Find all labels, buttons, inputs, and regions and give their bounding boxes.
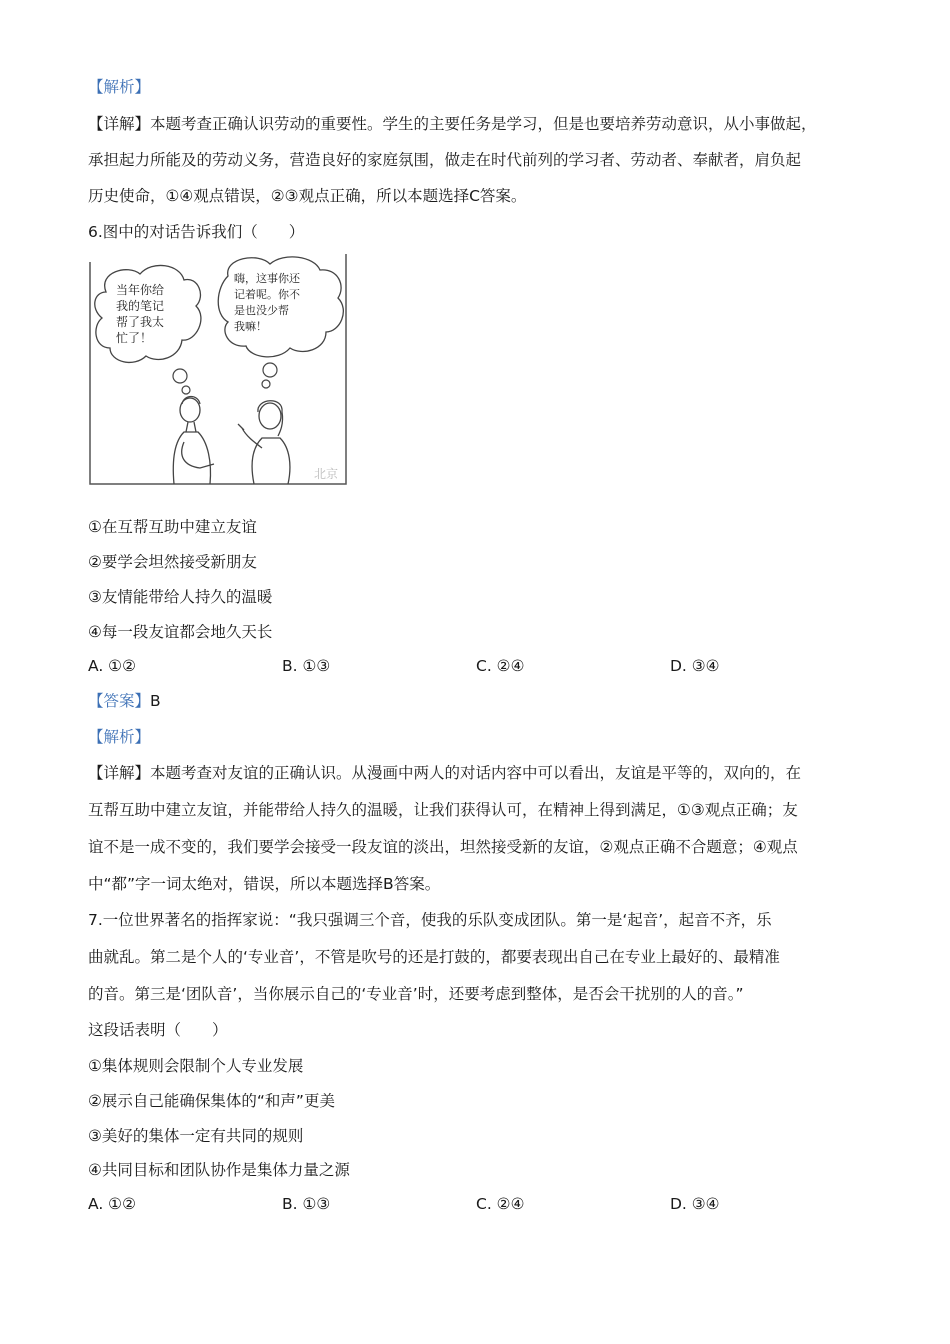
q7-stem-line-4: 这段话表明（ ） [88,1021,228,1039]
right-bubble-line-2: 记着呢。你不 [234,288,300,301]
q6-option-d: D. ③④ [670,657,720,675]
q6-detail-tag: 【详解】 [88,764,151,782]
cartoon-watermark: 北京 [314,467,339,481]
q6-answer-tag: 【答案】 [88,692,151,710]
q5-detail-line-2: 承担起力所能及的劳动义务，营造良好的家庭氛围，做走在时代前列的学习者、劳动者、奉献者，肩负起 [88,151,802,169]
q7-option-c: C. ②④ [476,1195,525,1213]
q7-option-a: A. ①② [88,1195,136,1213]
left-bubble-line-3: 帮了我太 [116,315,165,329]
q7-statement-4: ④共同目标和团队协作是集体力量之源 [88,1161,350,1179]
q5-analysis-tag: 【解析】 [88,78,151,96]
q6-answer-value: B [150,692,161,710]
q6-detail-line-3: 谊不是一成不变的，我们要学会接受一段友谊的淡出，坦然接受新的友谊，②观点正确不合题意；④观点 [88,838,798,856]
q7-statement-2: ②展示自己能确保集体的“和声”更美 [88,1092,335,1110]
q6-statement-2: ②要学会坦然接受新朋友 [88,553,257,571]
right-figure [238,401,290,484]
left-bubble-line-4: 忙了！ [116,331,153,345]
q7-stem-line-2: 曲就乱。第二是个人的‘专业音’，不管是吹号的还是打鼓的，都要表现出自己在专业上最好的、最精准 [88,948,780,966]
q7-stem-line-1: 7.一位世界著名的指挥家说：“我只强调三个音，使我的乐队变成团队。第一是‘起音’，起音不齐，乐 [88,911,772,929]
q6-cartoon-image [88,252,350,486]
left-bubble-line-2: 我的笔记 [116,299,165,313]
left-bubble-line-1: 当年你给 [116,283,165,297]
right-bubble-line-1: 嗨，这事你还 [234,272,300,285]
q6-detail-line-1: 【详解】本题考查对友谊的正确认识。从漫画中两人的对话内容中可以看出，友谊是平等的，双向的，在 [88,764,802,782]
q6-analysis-tag: 【解析】 [88,728,151,746]
q7-statement-1: ①集体规则会限制个人专业发展 [88,1057,304,1075]
q7-option-b: B. ①③ [282,1195,331,1213]
left-thought-bubble [95,265,201,362]
q6-stem: 6.图中的对话告诉我们（ ） [88,223,305,241]
left-figure [173,397,214,485]
q7-statement-3: ③美好的集体一定有共同的规则 [88,1127,304,1145]
q7-option-d: D. ③④ [670,1195,720,1213]
q6-statement-4: ④每一段友谊都会地久天长 [88,623,273,641]
q5-detail-line-1: 【详解】本题考查正确认识劳动的重要性。学生的主要任务是学习，但是也要培养劳动意识，从小事做起， [88,115,817,133]
right-bubble-line-3: 是也没少帮 [234,304,289,317]
q6-option-a: A. ①② [88,657,136,675]
q6-statement-3: ③友情能带给人持久的温暖 [88,588,273,606]
q6-detail-line-4: 中“都”字一词太绝对，错误，所以本题选择B答案。 [88,875,441,893]
right-bubble-line-4: 我嘛！ [234,320,267,333]
q7-stem-line-3: 的音。第三是‘团队音’，当你展示自己的‘专业音’时，还要考虑到整体，是否会干扰别的人的音。” [88,985,744,1003]
q6-statement-1: ①在互帮互助中建立友谊 [88,518,257,536]
q6-detail-line-2: 互帮互助中建立友谊，并能带给人持久的温暖，让我们获得认可，在精神上得到满足，①③观点正确；友 [88,801,798,819]
q5-detail-tag: 【详解】 [88,115,151,133]
q6-option-c: C. ②④ [476,657,525,675]
q6-answer [88,690,161,712]
q6-option-b: B. ①③ [282,657,331,675]
q5-detail-line-3: 历史使命，①④观点错误，②③观点正确，所以本题选择C答案。 [88,187,527,205]
